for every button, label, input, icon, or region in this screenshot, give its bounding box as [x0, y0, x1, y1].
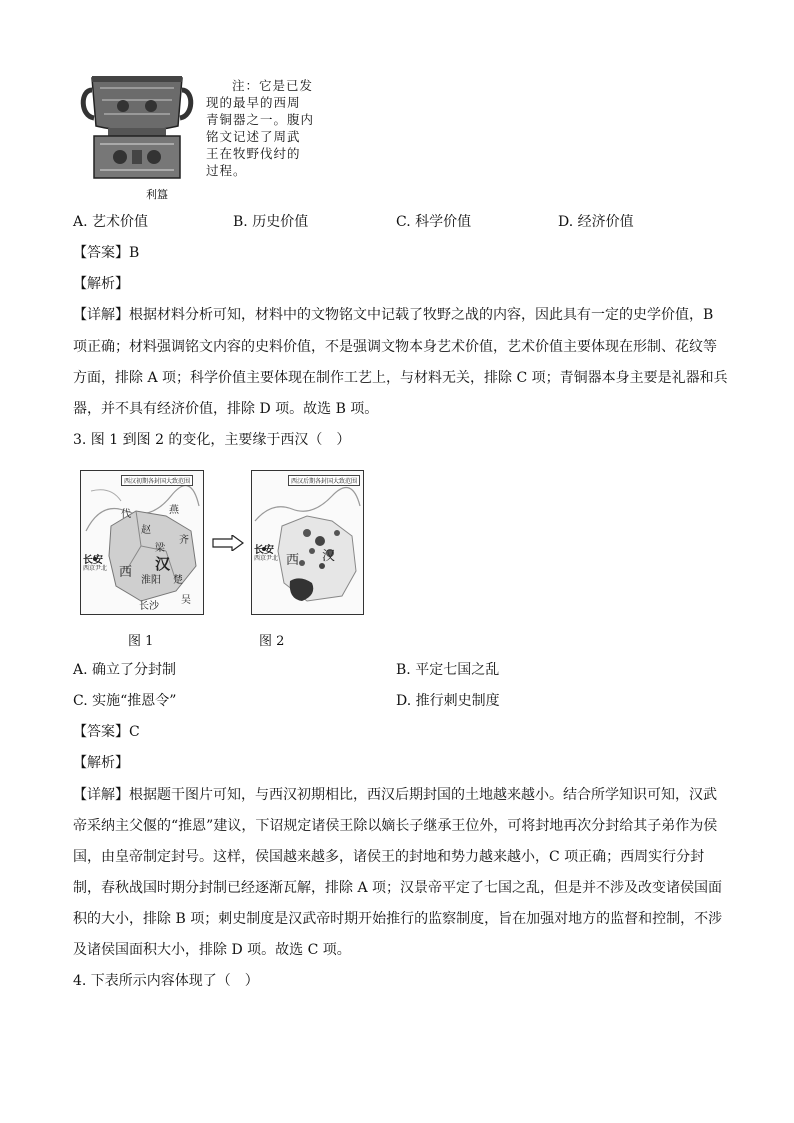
- arrow-icon: [212, 535, 244, 551]
- artifact-note-line: 过程。: [206, 163, 247, 178]
- q2-answer: 【答案】B: [73, 245, 140, 261]
- q2-detail-line: 【详解】根据材料分析可知，材料中的文物铭文中记载了牧野之战的内容，因此具有一定的史学价值，B: [73, 307, 714, 323]
- map-figure-2: [251, 470, 364, 615]
- q3-option-a: A. 确立了分封制: [73, 662, 177, 678]
- map-figure-1: [80, 470, 204, 615]
- q3-detail-line: 及诸侯国面积大小，排除 D 项。故选 C 项。: [73, 942, 351, 958]
- q3-detail-line: 【详解】根据题干图片可知，与西汉初期相比，西汉后期封国的土地越来越小。结合所学知识可知，汉武: [73, 787, 717, 803]
- q2-option-a: A. 艺术价值: [73, 214, 149, 230]
- q3-option-c: C. 实施“推恩令”: [73, 693, 177, 709]
- q2-option-b: B. 历史价值: [233, 214, 309, 230]
- map1-label: 长沙: [139, 601, 159, 612]
- map1-label: 汉: [155, 555, 171, 573]
- q3-analysis-heading: 【解析】: [73, 755, 129, 771]
- map2-label: 西: [286, 553, 300, 568]
- q2-option-d: D. 经济价值: [558, 214, 634, 230]
- q3-answer: 【答案】C: [73, 724, 140, 740]
- artifact-caption: 利簋: [146, 188, 168, 201]
- q2-option-c: C. 科学价值: [396, 214, 472, 230]
- bronze-vessel-image: [78, 68, 196, 183]
- q3-option-d: D. 推行刺史制度: [396, 693, 500, 709]
- q3-detail-line: 积的大小，排除 B 项；刺史制度是汉武帝时期开始推行的监察制度，旨在加强对地方的监督和控制，不涉: [73, 911, 723, 927]
- q4-stem: 4. 下表所示内容体现了（ ）: [73, 973, 259, 989]
- q3-detail-line: 帝采纳主父偃的“推恩”建议，下诏规定诸侯王除以嫡长子继承王位外，可将封地再次分封给其子弟作为侯: [73, 818, 718, 834]
- q2-detail-line: 器，并不具有经济价值，排除 D 项。故选 B 项。: [73, 401, 379, 417]
- map2-label: 长安: [254, 545, 274, 556]
- map1-label: 西: [119, 565, 133, 580]
- q3-option-b: B. 平定七国之乱: [396, 662, 500, 678]
- q3-detail-line: 国，由皇帝制定封号。这样，侯国越来越多，诸侯王的封地和势力越来越小，C 项正确；西周实行分封: [73, 849, 705, 865]
- map1-title: 西汉初期各封国大致范围: [121, 475, 193, 486]
- map1-label: 赵: [141, 525, 151, 536]
- map1-label: 吴: [181, 595, 191, 606]
- q2-analysis-heading: 【解析】: [73, 276, 129, 292]
- map1-label: 齐: [179, 535, 189, 546]
- artifact-note-line: 注：它是已发: [232, 78, 314, 93]
- artifact-note-line: 青铜器之一。腹内: [206, 112, 315, 127]
- map2-title: 西汉后期各封国大致范围: [288, 475, 360, 486]
- map1-label: 代: [121, 509, 131, 520]
- figure-2-caption: 图 2: [259, 634, 285, 649]
- q3-detail-line: 制，春秋战国时期分封制已经逐渐瓦解，排除 A 项；汉景帝平定了七国之乱，但是并不涉及改变诸侯国面: [73, 880, 723, 896]
- map1-label: 淮阳: [141, 575, 161, 586]
- map1-label: 燕: [169, 505, 179, 516]
- map1-label: 长安: [83, 555, 103, 566]
- map1-sub: 西京尹北: [83, 565, 108, 572]
- artifact-note-line: 铭文记述了周武: [206, 129, 301, 144]
- map1-label: 梁: [155, 543, 165, 554]
- figure-1-caption: 图 1: [128, 634, 154, 649]
- map1-label: 楚: [173, 575, 183, 586]
- q2-detail-line: 方面，排除 A 项；科学价值主要体现在制作工艺上，与材料无关，排除 C 项；青铜器本身主要是礼器和兵: [73, 370, 728, 386]
- q3-stem: 3. 图 1 到图 2 的变化，主要缘于西汉（ ）: [73, 432, 351, 448]
- artifact-note-line: 王在牧野伐纣的: [206, 146, 301, 161]
- artifact-note-line: 现的最早的西周: [206, 95, 301, 110]
- map2-label: 汉: [322, 549, 336, 564]
- q2-detail-line: 项正确；材料强调铭文内容的史料价值，不是强调文物本身艺术价值，艺术价值主要体现在形制、花纹等: [73, 339, 717, 355]
- map2-sub: 西京尹北: [254, 555, 279, 562]
